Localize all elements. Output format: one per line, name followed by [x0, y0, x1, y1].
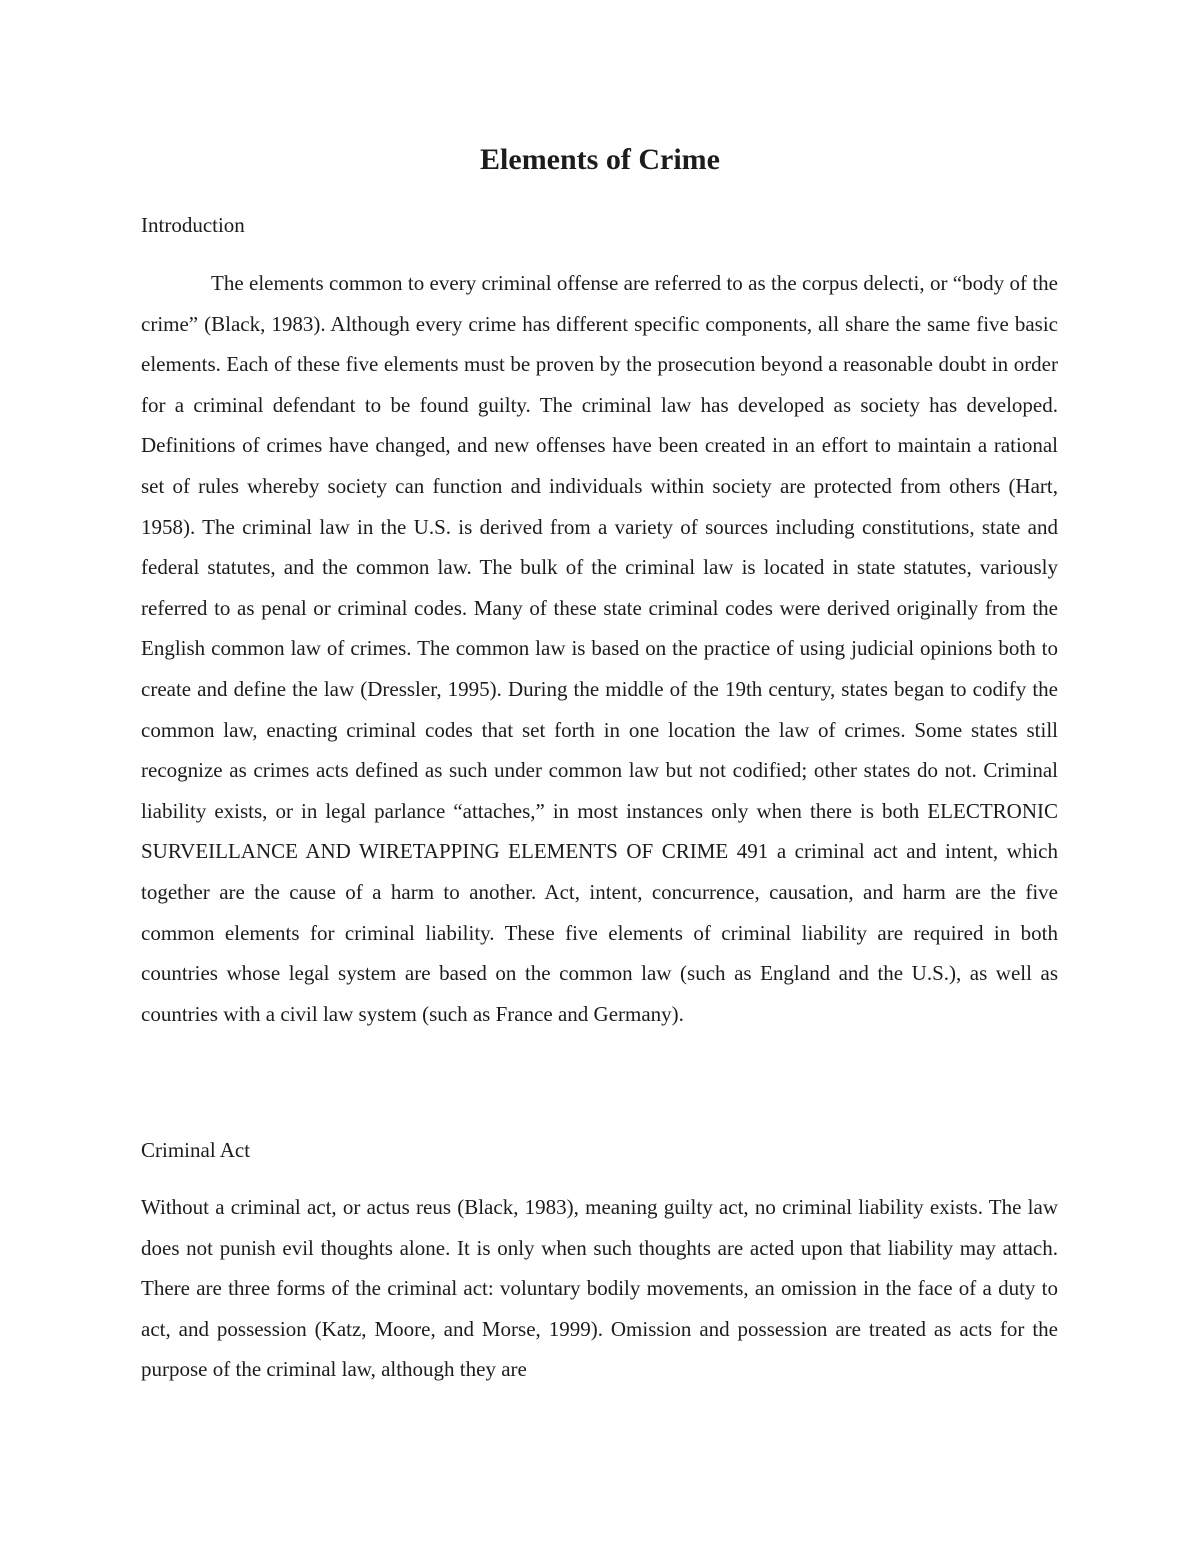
introduction-paragraph: The elements common to every criminal offense are referred to as the corpus delecti, or “body of the crime” (Black, 1983). Although every crime has different specific components, all share the same five basic elements. Each of these five elements must be proven by the prosecution beyond a reasonable doubt in order for a criminal defendant to be found guilty. The criminal law has developed as society has developed. Definitions of crimes have changed, and new offenses have been created in an effort to maintain a rational set of rules whereby society can function and individuals within society are protected from others (Hart, 1958). The criminal law in the U.S. is derived from a variety of sources including constitutions, state and federal statutes, and the common law. The bulk of the criminal law is located in state statutes, variously referred to as penal or criminal codes. Many of these state criminal codes were derived originally from the English common law of crimes. The common law is based on the practice of using judicial opinions both to create and define the law (Dressler, 1995). During the middle of the 19th century, states began to codify the common law, enacting criminal codes that set forth in one location the law of crimes. Some states still recognize as crimes acts defined as such under common law but not codified; other states do not. Criminal liability exists, or in legal parlance “attaches,” in most instances only when there is both ELECTRONIC SURVEILLANCE AND WIRETAPPING ELEMENTS OF CRIME 491 a criminal act and intent, which together are the cause of a harm to another. Act, intent, concurrence, causation, and harm are the five common elements for criminal liability. These five elements of criminal liability are required in both countries whose legal system are based on the common law (such as England and the U.S.), as well as countries with a civil law system (such as France and Germany). — [141, 271, 1058, 1026]
criminal-act-paragraph: Without a criminal act, or actus reus (Black, 1983), meaning guilty act, no criminal liability exists. The law does not punish evil thoughts alone. It is only when such thoughts are acted upon that liability may attach. There are three forms of the criminal act: voluntary bodily movements, an omission in the face of a duty to act, and possession (Katz, Moore, and Morse, 1999). Omission and possession are treated as acts for the purpose of the criminal law, although they are — [141, 1195, 1058, 1382]
section-heading-criminal-act: Criminal Act — [141, 1138, 251, 1162]
document-title: Elements of Crime — [480, 143, 720, 176]
section-heading-introduction: Introduction — [141, 213, 245, 237]
